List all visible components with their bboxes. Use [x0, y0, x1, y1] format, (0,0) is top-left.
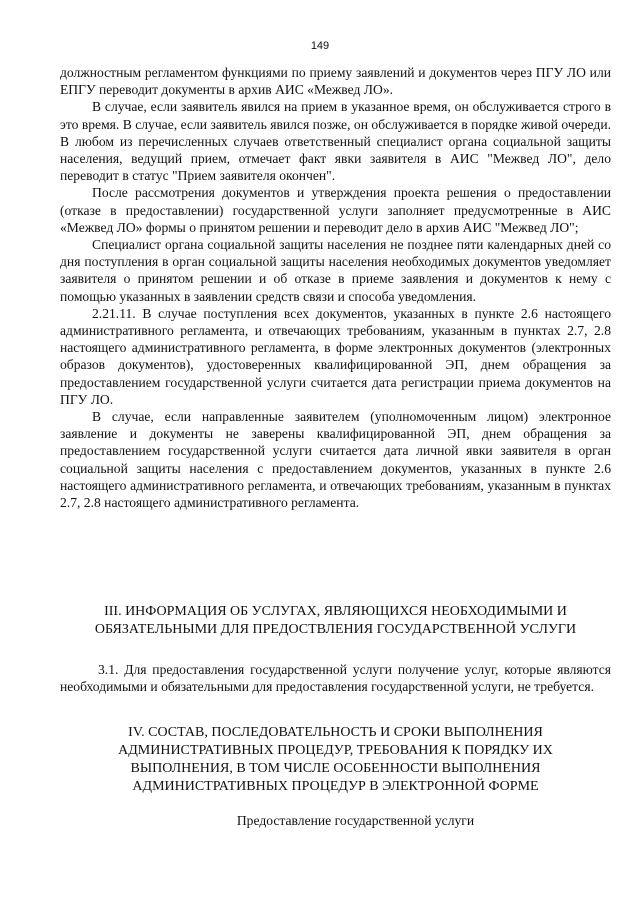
paragraph: В случае, если направленные заявителем (уполномоченным лицом) электронное заявление и документы не заверены квалифицированной ЭП, днем обращения за предоставлением государственной услуги считается дата личной явки заявителя в орган социальной защиты населения с предоставлением документов, указанных в пункте 2.6 настоящего административного регламента, и отвечающих требованиям, указанным в пунктах 2.7, 2.8 настоящего административного регламента.	[60, 409, 611, 511]
subsection-heading: Предоставление государственной услуги	[236, 813, 475, 828]
heading-line: АДМИНИСТРАТИВНЫХ ПРОЦЕДУР В ЭЛЕКТРОННОЙ ФОРМЕ	[132, 779, 539, 794]
section-3-heading	[60, 603, 611, 639]
paragraph: 2.21.11. В случае поступления всех документов, указанных в пункте 2.6 настоящего административного регламента, и отвечающих требованиям, указанным в пунктах 2.7, 2.8 настоящего административного регламента, в форме электронных документов (электронных образов документов), удостоверенных квалифицированной ЭП, днем обращения за предоставлением государственной услуги считается дата регистрации приема документов на ПГУ ЛО.	[60, 305, 611, 407]
heading-line: IV. СОСТАВ, ПОСЛЕДОВАТЕЛЬНОСТЬ И СРОКИ ВЫПОЛНЕНИЯ	[128, 725, 543, 740]
paragraph: Специалист органа социальной защиты населения не позднее пяти календарных дней со дня поступления в орган социальной защиты населения необходимых документов уведомляет заявителя о принятом решении и об отказе в приеме заявления и документов к нему с помощью указанных в заявлении средств связи и способа уведомления.	[60, 237, 611, 304]
body-text	[60, 64, 611, 511]
heading-line: ОБЯЗАТЕЛЬНЫМИ ДЛЯ ПРЕДОСТВЛЕНИЯ ГОСУДАРСТВЕННОЙ УСЛУГИ	[94, 622, 577, 637]
paragraph: После рассмотрения документов и утверждения проекта решения о предоставлении (отказе в предоставлении) государственной услуги заполняет предусмотренные в АИС «Межвед ЛО» формы о принятом решении и переводит дело в архив АИС "Межвед ЛО";	[60, 185, 611, 235]
section-4-heading	[60, 724, 611, 796]
paragraph: 3.1. Для предоставления государственной услуги получение услуг, которые являются необходимыми и обязательными для предоставления государственной услуги, не требуется.	[60, 662, 611, 695]
heading-line: III. ИНФОРМАЦИЯ ОБ УСЛУГАХ, ЯВЛЯЮЩИХСЯ НЕОБХОДИМЫМИ И	[104, 604, 567, 619]
paragraph: В случае, если заявитель явился на прием в указанное время, он обслуживается строго в это время. В случае, если заявитель явился позже, он обслуживается в порядке живой очереди. В любом из перечисленных случаев ответственный специалист органа социальной защиты населения, ведущий прием, отмечает факт явки заявителя в АИС "Межвед ЛО", дело переводит в статус "Прием заявителя окончен".	[60, 99, 611, 184]
section-3-text	[60, 661, 611, 695]
paragraph: должностным регламентом функциями по приему заявлений и документов через ПГУ ЛО или ЕПГУ переводит документы в архив АИС «Межвед ЛО».	[60, 65, 611, 98]
heading-line: ВЫПОЛНЕНИЯ, В ТОМ ЧИСЛЕ ОСОБЕННОСТИ ВЫПОЛНЕНИЯ	[130, 761, 541, 776]
page-number: 149	[310, 40, 330, 52]
heading-line: АДМИНИСТРАТИВНЫХ ПРОЦЕДУР, ТРЕБОВАНИЯ К ПОРЯДКУ ИХ	[118, 743, 553, 758]
